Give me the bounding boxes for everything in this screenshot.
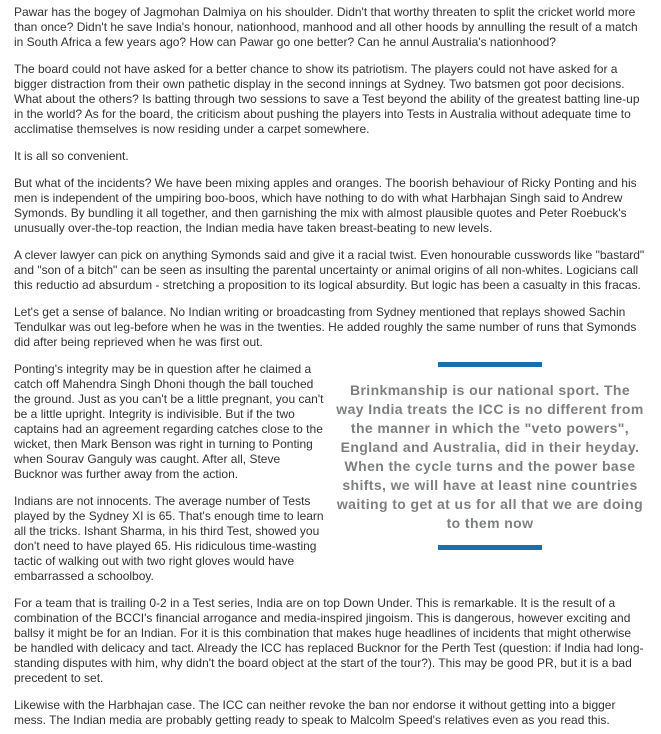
paragraph: A clever lawyer can pick on anything Symonds said and give it a racial twist. Even honourable cusswords like "bastard" and "son of a bitch" can be seen as insulting the parental uncertainty or animal origins of all non-whites. Logicians call this reductio ad absurdum - stretching a proposition to its logical absurdity. But logic has been a casualty in this fracas. bbox=[14, 248, 645, 292]
paragraph-text: Ponting's integrity may be in question after he claimed a catch off Mahendra Singh Dhoni though the ball touched the ground. Just as you can't be a little pregnant, you can't be a little upright. Integrity is indivisible. But if the two captains had an agreement regarding catches close to the wicket, then Mark Benson was right in turning to Ponting when Sourav Ganguly was caught. After all, Steve Bucknor was further away from the action. bbox=[14, 362, 324, 481]
paragraph: For a team that is trailing 0-2 in a Test series, India are on top Down Under. This is remarkable. It is the result of a combination of the BCCI's financial arrogance and media-inspired jingoism. This is dangerous, however exciting and ballsy it might be for an Indian. For it is this combination that makes huge headlines of incidents that might otherwise be handled with delicacy and tact. Already the ICC has replaced Bucknor for the Perth Test (question: if India had long-standing disputes with him, why didn't the board object at the start of the tour?). This may be good PR, but it is a bad precedent to set. bbox=[14, 596, 644, 685]
pull-quote bbox=[333, 362, 647, 550]
paragraph: Indians are not innocents. The average number of Tests played by the Sydney XI is 65. That's enough time to learn all the tricks. Ishant Sharma, in his third Test, showed you don't need to have played 65. His ridiculous time-wasting tactic of walking out with two right gloves would have embarrassed a schoolboy. bbox=[14, 494, 324, 583]
paragraph: Likewise with the Harbhajan case. The ICC can neither revoke the ban nor endorse it without getting into a bigger mess. The Indian media are probably getting ready to speak to Malcolm Speed's relatives even as you read this. bbox=[14, 698, 616, 727]
paragraph: It is all so convenient. bbox=[14, 149, 129, 163]
paragraph: But what of the incidents? We have been mixing apples and oranges. The boorish behaviour of Ricky Ponting and his men is independent of the umpiring boo-boos, which have nothing to do with what Harbhajan Singh said to Andrew Symonds. By bundling it all together, and then garnishing the mix with almost plausible quotes and Peter Roebuck's unusually over-the-top reaction, the Indian media have taken breast-beating to new levels. bbox=[14, 176, 637, 235]
pull-quote-rule-bottom bbox=[438, 545, 542, 550]
paragraph: The board could not have asked for a better chance to show its patriotism. The players could not have asked for a bigger distraction from their own pathetic display in the second innings at Sydney. Two batsmen got poor decisions. What about the others? Is batting through two sessions to save a Test beyond the ability of the greatest batting line-up in the world? As for the board, the criticism about pushing the players into Tests in Australia without adequate time to acclimatise themselves is now residing under a carpet somewhere. bbox=[14, 62, 640, 136]
pull-quote-rule-top bbox=[438, 362, 542, 367]
pull-quote-text: Brinkmanship is our national sport. The way India treats the ICC is no different from the manner in which the "veto powers", England and Australia, did in their heyday. When the cycle turns and the power base shifts, we will have at least nine countries waiting to get at us for all that we are doing to them now bbox=[336, 382, 644, 531]
paragraph: Let's get a sense of balance. No Indian writing or broadcasting from Sydney mentioned that replays showed Sachin Tendulkar was out leg-before when he was in the twenties. He added roughly the same number of runs that Symonds did after being reprieved when he was first out. bbox=[14, 305, 637, 349]
paragraph: Pawar has the bogey of Jagmohan Dalmiya on his shoulder. Didn't that worthy threaten to split the cricket world more than once? Didn't he save India's honour, nationhood, manhood and all other hoods by annulling the result of a match in South Africa a few years ago? How can Pawar go one better? Can he annul Australia's nationhood? bbox=[14, 5, 638, 49]
paragraph-with-pullquote bbox=[14, 362, 647, 531]
